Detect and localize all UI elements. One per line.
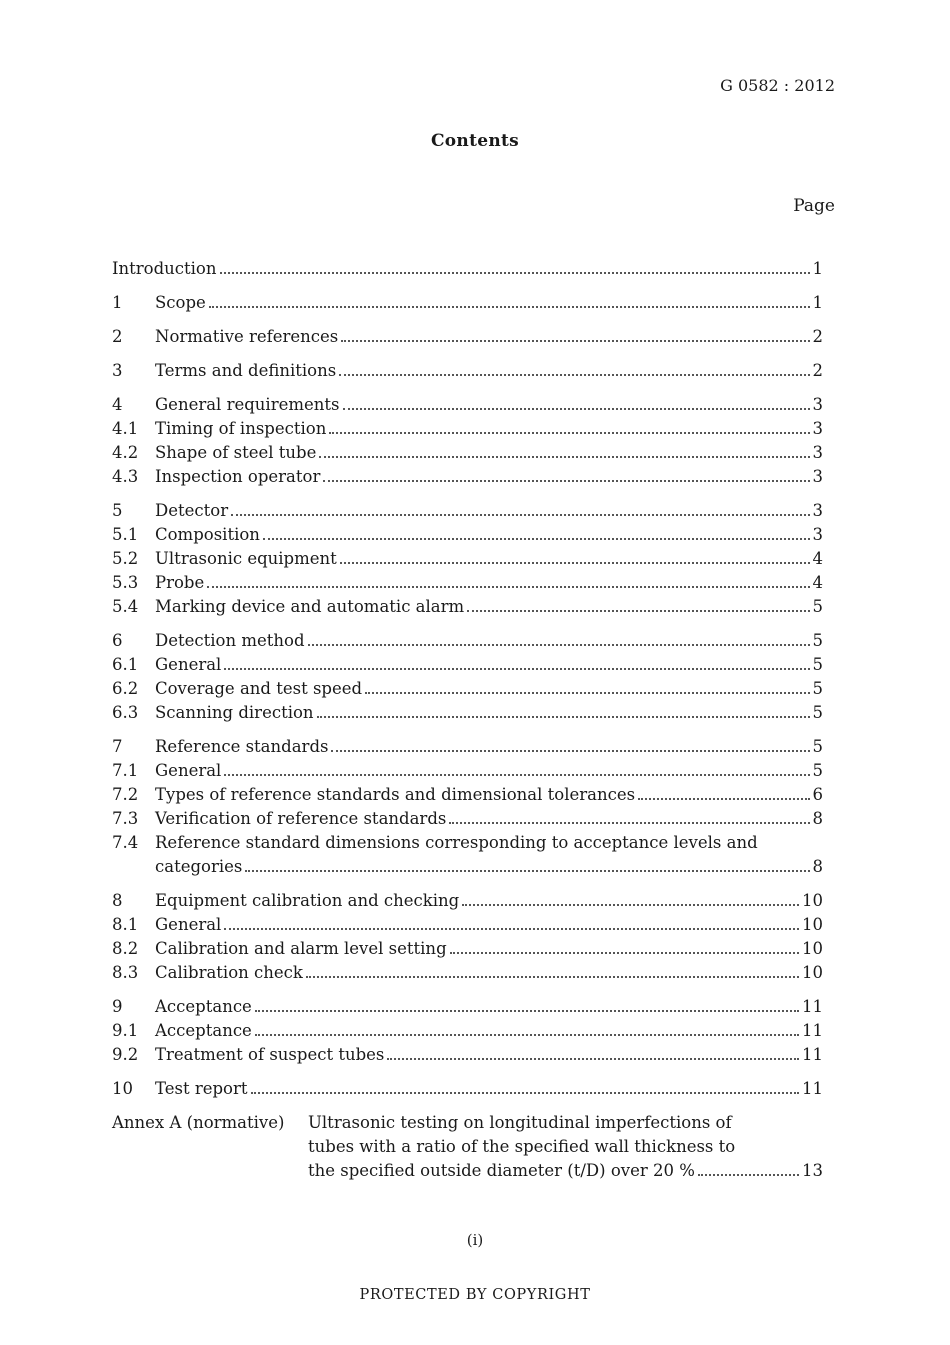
toc-entry-number: 5.2 (112, 549, 139, 568)
toc-entry-number: 7.3 (112, 809, 139, 828)
toc-entry-page: 5 (812, 703, 823, 722)
dot-leader (340, 562, 810, 564)
toc-entry-page: 11 (802, 1021, 823, 1040)
dot-leader (339, 374, 809, 376)
toc-entry-number: 5 (112, 501, 123, 520)
toc-entry[interactable] (112, 1019, 823, 1043)
toc-entry[interactable] (112, 595, 823, 619)
toc-entry-page: 11 (802, 997, 823, 1016)
dot-leader (306, 976, 799, 978)
dot-leader (331, 750, 809, 752)
dot-leader (317, 716, 810, 718)
toc-entry-number: 7 (112, 737, 123, 756)
toc-entry-title: Equipment calibration and checking (155, 891, 460, 910)
toc-entry-title: General (155, 761, 222, 780)
toc-entry-title: Calibration check (155, 963, 303, 982)
toc-entry-page: 10 (802, 891, 823, 910)
toc-entry-page: 5 (812, 679, 823, 698)
toc-entry[interactable] (112, 995, 823, 1019)
toc-entry[interactable] (112, 325, 823, 349)
toc-entry-title: Coverage and test speed (155, 679, 363, 698)
toc-entry-number: 5.1 (112, 525, 139, 544)
toc-entry-title: Acceptance (155, 997, 252, 1016)
toc-entry[interactable] (112, 465, 823, 489)
toc-entry-number: 7.4 (112, 833, 139, 852)
toc-entry-number: 6 (112, 631, 123, 650)
dot-leader (245, 870, 809, 872)
toc-entry[interactable] (112, 759, 823, 783)
toc-entry-title: General (155, 915, 222, 934)
toc-entry-number: 4 (112, 395, 123, 414)
toc-entry-title: Verification of reference standards (155, 809, 447, 828)
toc-entry-page: 5 (812, 597, 823, 616)
dot-leader (251, 1092, 800, 1094)
toc-entry-title: Test report (155, 1079, 248, 1098)
dot-leader (323, 480, 809, 482)
dot-leader (255, 1034, 799, 1036)
toc-entry[interactable] (112, 961, 823, 985)
toc-entry-page: 5 (812, 655, 823, 674)
page-folio: (i) (466, 1231, 484, 1249)
toc-entry-number: 4.3 (112, 467, 139, 486)
toc-entry-number: 5.4 (112, 597, 139, 616)
toc-entry[interactable] (112, 937, 823, 961)
contents-title: Contents (430, 131, 520, 151)
dot-leader (220, 272, 810, 274)
toc-entry-page: 4 (812, 573, 823, 592)
toc-entry-page: 3 (812, 501, 823, 520)
toc-entry-page: 10 (802, 963, 823, 982)
toc-entry-number: 8 (112, 891, 123, 910)
dot-leader (343, 408, 810, 410)
toc-entry-title: Ultrasonic equipment (155, 549, 337, 568)
dot-leader (207, 586, 809, 588)
toc-entry-number: 8.3 (112, 963, 139, 982)
dot-leader (467, 610, 809, 612)
toc-entry[interactable] (112, 677, 823, 701)
toc-entry-number: 7.1 (112, 761, 139, 780)
toc-entry[interactable] (112, 629, 823, 653)
toc-entry-page: 10 (802, 915, 823, 934)
toc-entry-number: 4.2 (112, 443, 139, 462)
dot-leader (329, 432, 809, 434)
toc-entry-number: 9 (112, 997, 123, 1016)
toc-entry-number: 6.1 (112, 655, 139, 674)
toc-entry-title: Inspection operator (155, 467, 321, 486)
toc-entry-title: Scope (155, 293, 206, 312)
toc-entry-title-continued: categories (155, 857, 243, 876)
toc-entry-page: 3 (812, 525, 823, 544)
toc-entry-number: 6.3 (112, 703, 139, 722)
toc-entry-number: 3 (112, 361, 123, 380)
toc-entry-title: Normative references (155, 327, 339, 346)
dot-leader (308, 644, 810, 646)
dot-leader (698, 1174, 799, 1176)
toc-entry-page: 3 (812, 443, 823, 462)
toc-entry[interactable] (112, 889, 823, 913)
toc-entry-page: 3 (812, 419, 823, 438)
toc-entry[interactable] (112, 831, 823, 879)
toc-entry-title: General requirements (155, 395, 340, 414)
toc-entry[interactable] (112, 1077, 823, 1101)
toc-entry-page: 1 (812, 259, 823, 278)
toc-entry[interactable] (112, 359, 823, 383)
toc-entry-number: 5.3 (112, 573, 139, 592)
toc-entry-page: 5 (812, 631, 823, 650)
copyright-footer: PROTECTED BY COPYRIGHT (359, 1287, 591, 1303)
annex-label: Annex A (normative) (112, 1113, 285, 1132)
toc-entry-title: Terms and definitions (155, 361, 337, 380)
toc-entry-page: 3 (812, 467, 823, 486)
toc-entry-number: 9.1 (112, 1021, 139, 1040)
dot-leader (462, 904, 799, 906)
dot-leader (209, 306, 810, 308)
dot-leader (365, 692, 809, 694)
dot-leader (231, 514, 809, 516)
toc-entry[interactable] (112, 257, 823, 281)
toc-entry-page: 6 (812, 785, 823, 804)
dot-leader (224, 928, 799, 930)
toc-entry-title: Shape of steel tube (155, 443, 317, 462)
toc-entry-number: 6.2 (112, 679, 139, 698)
toc-entry-number: 10 (112, 1079, 133, 1098)
annex-page: 13 (802, 1161, 823, 1180)
toc-entry[interactable] (112, 547, 823, 571)
toc-entry[interactable] (112, 1043, 823, 1067)
dot-leader (449, 822, 809, 824)
dot-leader (450, 952, 799, 954)
toc-entry-page: 2 (812, 361, 823, 380)
toc-entry[interactable] (112, 441, 823, 465)
dot-leader (638, 798, 809, 800)
toc-entry-title: Treatment of suspect tubes (155, 1045, 385, 1064)
annex-title-line: the specified outside diameter (t/D) over 20 % (308, 1161, 695, 1180)
table-of-contents (112, 257, 823, 1183)
annex-title-line: tubes with a ratio of the specified wall thickness to (308, 1137, 736, 1156)
toc-entry-title: Acceptance (155, 1021, 252, 1040)
toc-entry[interactable] (112, 417, 823, 441)
toc-annex-entry[interactable] (112, 1111, 823, 1183)
toc-entry-title: Probe (155, 573, 205, 592)
toc-entry-title: Marking device and automatic alarm (155, 597, 465, 616)
toc-entry-number: 7.2 (112, 785, 139, 804)
toc-entry-page: 10 (802, 939, 823, 958)
toc-entry-title: Reference standards (155, 737, 329, 756)
document-code: G 0582 : 2012 (720, 76, 835, 95)
toc-entry-number: 1 (112, 293, 123, 312)
toc-entry-number: 2 (112, 327, 123, 346)
toc-entry[interactable] (112, 291, 823, 315)
toc-entry-page: 11 (802, 1079, 823, 1098)
toc-entry[interactable] (112, 499, 823, 523)
dot-leader (263, 538, 810, 540)
toc-entry[interactable] (112, 571, 823, 595)
toc-entry-page: 2 (812, 327, 823, 346)
toc-entry[interactable] (112, 523, 823, 547)
toc-entry-page: 4 (812, 549, 823, 568)
toc-entry-title: Detector (155, 501, 229, 520)
toc-entry-page: 5 (812, 761, 823, 780)
toc-entry-title: General (155, 655, 222, 674)
toc-entry-page: 8 (812, 809, 823, 828)
toc-entry[interactable] (112, 783, 823, 807)
toc-entry[interactable] (112, 701, 823, 725)
toc-entry-title: Composition (155, 525, 260, 544)
toc-entry-title: Reference standard dimensions corresponding to acceptance levels and (155, 833, 758, 852)
toc-entry-title: Types of reference standards and dimensional tolerances (155, 785, 636, 804)
toc-entry-title: Calibration and alarm level setting (155, 939, 447, 958)
toc-entry[interactable] (112, 653, 823, 677)
dot-leader (224, 668, 809, 670)
toc-entry-page: 3 (812, 395, 823, 414)
toc-entry-title: Introduction (112, 259, 217, 278)
toc-entry-number: 4.1 (112, 419, 139, 438)
dot-leader (387, 1058, 799, 1060)
page-column-label: Page (793, 196, 835, 216)
toc-entry-page: 5 (812, 737, 823, 756)
toc-entry-number: 8.1 (112, 915, 139, 934)
annex-title-line: Ultrasonic testing on longitudinal imperfections of (308, 1113, 732, 1132)
toc-entry[interactable] (112, 807, 823, 831)
dot-leader (224, 774, 809, 776)
dot-leader (341, 340, 809, 342)
toc-entry[interactable] (112, 913, 823, 937)
toc-entry-page: 11 (802, 1045, 823, 1064)
toc-entry-number: 8.2 (112, 939, 139, 958)
toc-entry[interactable] (112, 735, 823, 759)
toc-entry-number: 9.2 (112, 1045, 139, 1064)
toc-entry[interactable] (112, 393, 823, 417)
dot-leader (255, 1010, 799, 1012)
toc-entry-page: 1 (812, 293, 823, 312)
toc-entry-title: Timing of inspection (155, 419, 327, 438)
toc-entry-page: 8 (812, 857, 823, 876)
toc-entry-title: Detection method (155, 631, 305, 650)
toc-entry-title: Scanning direction (155, 703, 314, 722)
dot-leader (319, 456, 809, 458)
